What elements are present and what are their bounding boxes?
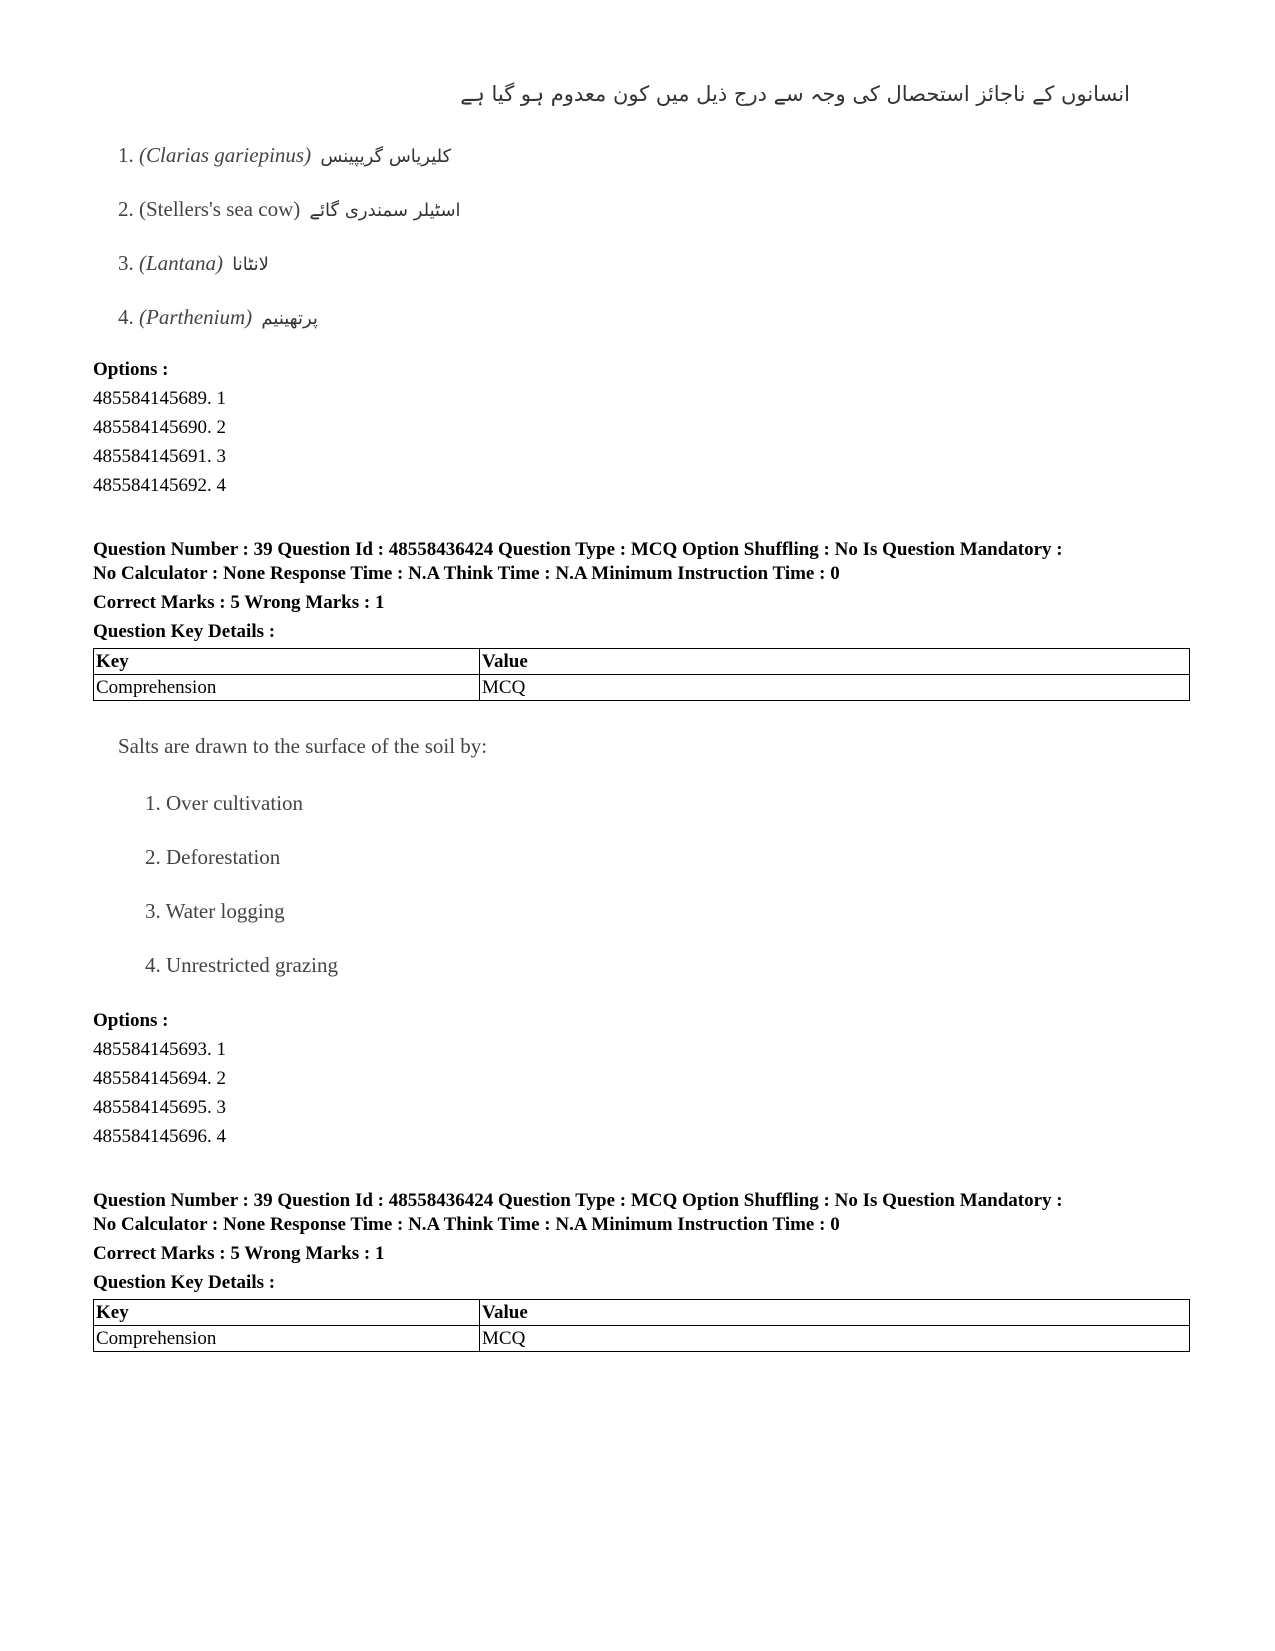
option-item: 485584145693. 1 (93, 1039, 226, 1060)
question-key-table (93, 648, 1190, 701)
table-header-key: Key (94, 1300, 480, 1326)
table-header-key: Key (94, 649, 480, 675)
question-2-items (145, 788, 338, 1004)
question-key-details-label: Question Key Details : (93, 1272, 276, 1293)
question-1-items (118, 140, 461, 356)
option-item: 485584145691. 3 (93, 446, 226, 467)
table-cell-key: Comprehension (94, 1326, 480, 1352)
question-meta-line-2: No Calculator : None Response Time : N.A Think Time : N.A Minimum Instruction Time : 0 (93, 563, 840, 584)
table-cell-key: Comprehension (94, 675, 480, 701)
question-2-item: 4. Unrestricted grazing (145, 953, 339, 977)
item-number: 3. (118, 251, 134, 275)
table-header-value: Value (480, 1300, 1190, 1326)
item-number: 1. (118, 143, 134, 167)
question-2-prompt: Salts are drawn to the surface of the soil by: (118, 734, 488, 758)
question-1-item (118, 248, 461, 302)
item-urdu-name: کلیریاس گریپینس (320, 146, 452, 167)
question-meta-line-2: No Calculator : None Response Time : N.A Think Time : N.A Minimum Instruction Time : 0 (93, 1214, 840, 1235)
option-item: 485584145696. 4 (93, 1126, 226, 1147)
item-latin-name: (Clarias gariepinus) (139, 143, 312, 167)
question-1-urdu-prompt: انسانوں کے ناجائز استحصال کی وجہ سے درج ذیل میں کون معدوم ہو گیا ہے (460, 82, 1130, 106)
question-2-options (93, 1006, 1193, 1151)
question-key-table (93, 1299, 1190, 1352)
table-cell-value: MCQ (480, 675, 1190, 701)
option-item: 485584145690. 2 (93, 417, 226, 438)
question-marks: Correct Marks : 5 Wrong Marks : 1 (93, 1243, 385, 1264)
table-cell-value: MCQ (480, 1326, 1190, 1352)
question-meta-line-1: Question Number : 39 Question Id : 48558436424 Question Type : MCQ Option Shuffling : No Is Question Mandatory : (93, 1190, 1063, 1211)
item-latin-name: (Stellers's sea cow) (139, 197, 301, 221)
question-1-item (118, 302, 461, 356)
question-meta-line-1: Question Number : 39 Question Id : 48558436424 Question Type : MCQ Option Shuffling : No Is Question Mandatory : (93, 539, 1063, 560)
item-urdu-name: لانٹانا (232, 254, 269, 275)
table-row (94, 675, 1190, 701)
question-1-item (118, 194, 461, 248)
question-2-item: 2. Deforestation (145, 845, 281, 869)
question-2-item: 3. Water logging (145, 899, 285, 923)
question-2-header (93, 538, 1193, 701)
option-item: 485584145692. 4 (93, 475, 226, 496)
question-marks: Correct Marks : 5 Wrong Marks : 1 (93, 592, 385, 613)
table-header-value: Value (480, 649, 1190, 675)
table-header-row (94, 649, 1190, 675)
option-item: 485584145689. 1 (93, 388, 226, 409)
item-urdu-name: اسٹیلر سمندری گائے (309, 200, 461, 221)
option-item: 485584145695. 3 (93, 1097, 226, 1118)
item-number: 2. (118, 197, 134, 221)
options-label: Options : (93, 1010, 169, 1031)
question-1-item (118, 140, 461, 194)
question-3-header (93, 1189, 1193, 1352)
option-item: 485584145694. 2 (93, 1068, 226, 1089)
table-row (94, 1326, 1190, 1352)
item-latin-name: (Lantana) (139, 251, 223, 275)
item-number: 4. (118, 305, 134, 329)
question-1-options (93, 355, 1193, 500)
question-key-details-label: Question Key Details : (93, 621, 276, 642)
table-header-row (94, 1300, 1190, 1326)
item-urdu-name: پرتھینیم (261, 308, 318, 329)
options-label: Options : (93, 359, 169, 380)
question-2-item: 1. Over cultivation (145, 791, 304, 815)
item-latin-name: (Parthenium) (139, 305, 253, 329)
